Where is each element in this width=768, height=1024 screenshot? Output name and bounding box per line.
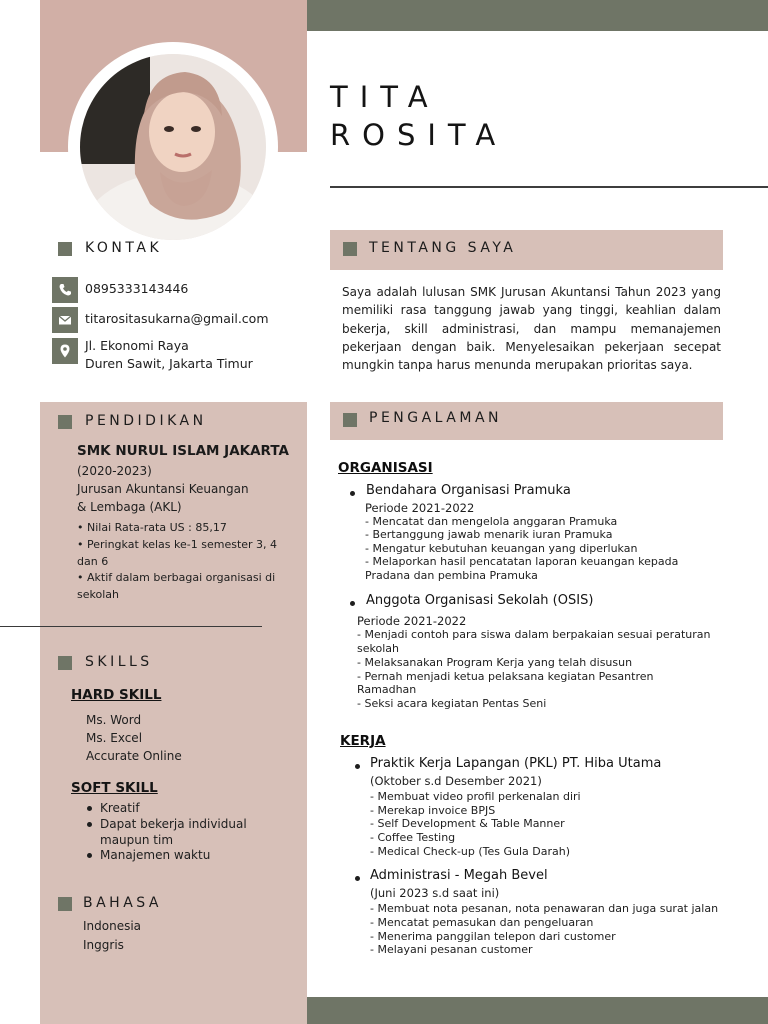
work-detail: - Membuat nota pesanan, nota penawaran dan juga surat jalan bbox=[370, 902, 719, 915]
org-detail: Ramadhan bbox=[357, 683, 417, 696]
contact-email[interactable]: titarositasukarna@gmail.com bbox=[85, 311, 269, 326]
mail-icon bbox=[52, 307, 78, 333]
bullet-dot bbox=[355, 764, 360, 769]
work-detail: - Merekap invoice BPJS bbox=[370, 804, 496, 817]
name-last: ROSITA bbox=[330, 118, 508, 152]
tentang-saya-title: TENTANG SAYA bbox=[369, 240, 517, 256]
organisasi-title: ORGANISASI bbox=[338, 460, 433, 476]
name-first: TITA bbox=[330, 80, 440, 114]
education-bullet: • Aktif dalam berbagai organisasi di sekolah bbox=[77, 571, 276, 601]
soft-skill-item: Dapat bekerja individual maupun tim bbox=[100, 817, 247, 847]
education-bullet: • Peringkat kelas ke-1 semester 3, 4 dan 6 bbox=[77, 538, 278, 568]
education-bullet: • Nilai Rata-rata US : 85,17 bbox=[77, 521, 227, 534]
org-period: Periode 2021-2022 bbox=[365, 501, 475, 515]
school-name: SMK NURUL ISLAM JAKARTA bbox=[77, 443, 289, 459]
org-detail: - Mengatur kebutuhan keuangan yang diperlukan bbox=[365, 542, 638, 555]
contact-address-line1: Jl. Ekonomi Raya bbox=[85, 338, 189, 353]
org-detail: - Pernah menjadi ketua pelaksana kegiatan Pesantren bbox=[357, 670, 654, 683]
kontak-title: KONTAK bbox=[85, 240, 163, 256]
bahasa-title: BAHASA bbox=[83, 895, 163, 911]
language-item: Inggris bbox=[83, 938, 124, 952]
about-text: Saya adalah lulusan SMK Jurusan Akuntansi Tahun 2023 yang memiliki rasa tanggung jawab yang tinggi, keahlian dalam bekerja, skill administrasi, dan mampu memanajemen pekerjaan dengan baik. Menyelesaikan pekerjaan secepat mungkin tanpa harus menunda merupakan prioritas saya. bbox=[342, 285, 721, 373]
location-pin-icon bbox=[52, 338, 78, 364]
pendidikan-title: PENDIDIKAN bbox=[85, 413, 207, 429]
kerja-title: KERJA bbox=[340, 733, 386, 749]
org-detail: - Seksi acara kegiatan Pentas Seni bbox=[357, 697, 547, 710]
work-detail: - Melayani pesanan customer bbox=[370, 943, 533, 956]
org-role: Bendahara Organisasi Pramuka bbox=[366, 483, 571, 498]
work-detail: - Mencatat pemasukan dan pengeluaran bbox=[370, 916, 594, 929]
org-detail: Pradana dan pembina Pramuka bbox=[365, 569, 538, 582]
hard-skill-item: Ms. Word bbox=[86, 713, 142, 727]
skills-title: SKILLS bbox=[85, 654, 153, 670]
contact-phone[interactable]: 0895333143446 bbox=[85, 281, 189, 296]
phone-icon bbox=[52, 277, 78, 303]
hard-skill-item: Ms. Excel bbox=[86, 731, 143, 745]
bullet-dot bbox=[350, 601, 355, 606]
portrait-illustration bbox=[80, 54, 266, 240]
tentang-saya-marker bbox=[343, 242, 357, 256]
bottom-white-left bbox=[0, 997, 40, 1024]
pendidikan-marker bbox=[58, 415, 72, 429]
skills-marker bbox=[58, 656, 72, 670]
top-white-left bbox=[0, 0, 40, 31]
soft-skill-title: SOFT SKILL bbox=[71, 780, 158, 796]
org-role: Anggota Organisasi Sekolah (OSIS) bbox=[366, 593, 594, 608]
work-role: Praktik Kerja Lapangan (PKL) PT. Hiba Utama bbox=[370, 756, 662, 771]
hard-skill-title: HARD SKILL bbox=[71, 687, 162, 703]
org-period: Periode 2021-2022 bbox=[357, 614, 467, 628]
school-years: (2020-2023) bbox=[77, 464, 152, 478]
bullet-dot bbox=[350, 491, 355, 496]
sidebar-divider bbox=[0, 626, 262, 627]
work-period: (Juni 2023 s.d saat ini) bbox=[370, 886, 500, 900]
org-detail: sekolah bbox=[357, 642, 399, 655]
pengalaman-title: PENGALAMAN bbox=[369, 410, 503, 426]
pengalaman-marker bbox=[343, 413, 357, 427]
soft-skill-item: Kreatif bbox=[100, 801, 140, 815]
language-item: Indonesia bbox=[83, 919, 142, 933]
school-major-line1: Jurusan Akuntansi Keuangan bbox=[77, 482, 249, 496]
profile-photo bbox=[80, 54, 266, 240]
org-detail: - Melaporkan hasil pencatatan laporan keuangan kepada bbox=[365, 555, 679, 568]
work-detail: - Coffee Testing bbox=[370, 831, 456, 844]
name-divider bbox=[330, 186, 768, 188]
work-detail: - Medical Check-up (Tes Gula Darah) bbox=[370, 845, 571, 858]
bullet-dot bbox=[87, 822, 92, 827]
work-period: (Oktober s.d Desember 2021) bbox=[370, 774, 542, 788]
soft-skill-item: Manajemen waktu bbox=[100, 848, 211, 862]
org-detail: - Melaksanakan Program Kerja yang telah disusun bbox=[357, 656, 633, 669]
work-role: Administrasi - Megah Bevel bbox=[370, 868, 548, 883]
work-detail: - Menerima panggilan telepon dari customer bbox=[370, 930, 616, 943]
org-detail: - Menjadi contoh para siswa dalam berpakaian sesuai peraturan bbox=[357, 628, 711, 641]
org-detail: - Bertanggung jawab menarik iuran Pramuka bbox=[365, 528, 613, 541]
org-detail: - Mencatat dan mengelola anggaran Pramuka bbox=[365, 515, 618, 528]
bullet-dot bbox=[87, 853, 92, 858]
hard-skill-item: Accurate Online bbox=[86, 749, 182, 763]
work-detail: - Self Development & Table Manner bbox=[370, 817, 565, 830]
work-detail: - Membuat video profil perkenalan diri bbox=[370, 790, 581, 803]
bullet-dot bbox=[87, 806, 92, 811]
kontak-marker bbox=[58, 242, 72, 256]
bullet-dot bbox=[355, 876, 360, 881]
contact-address-line2: Duren Sawit, Jakarta Timur bbox=[85, 356, 253, 371]
school-major-line2: & Lembaga (AKL) bbox=[77, 500, 182, 514]
bahasa-marker bbox=[58, 897, 72, 911]
